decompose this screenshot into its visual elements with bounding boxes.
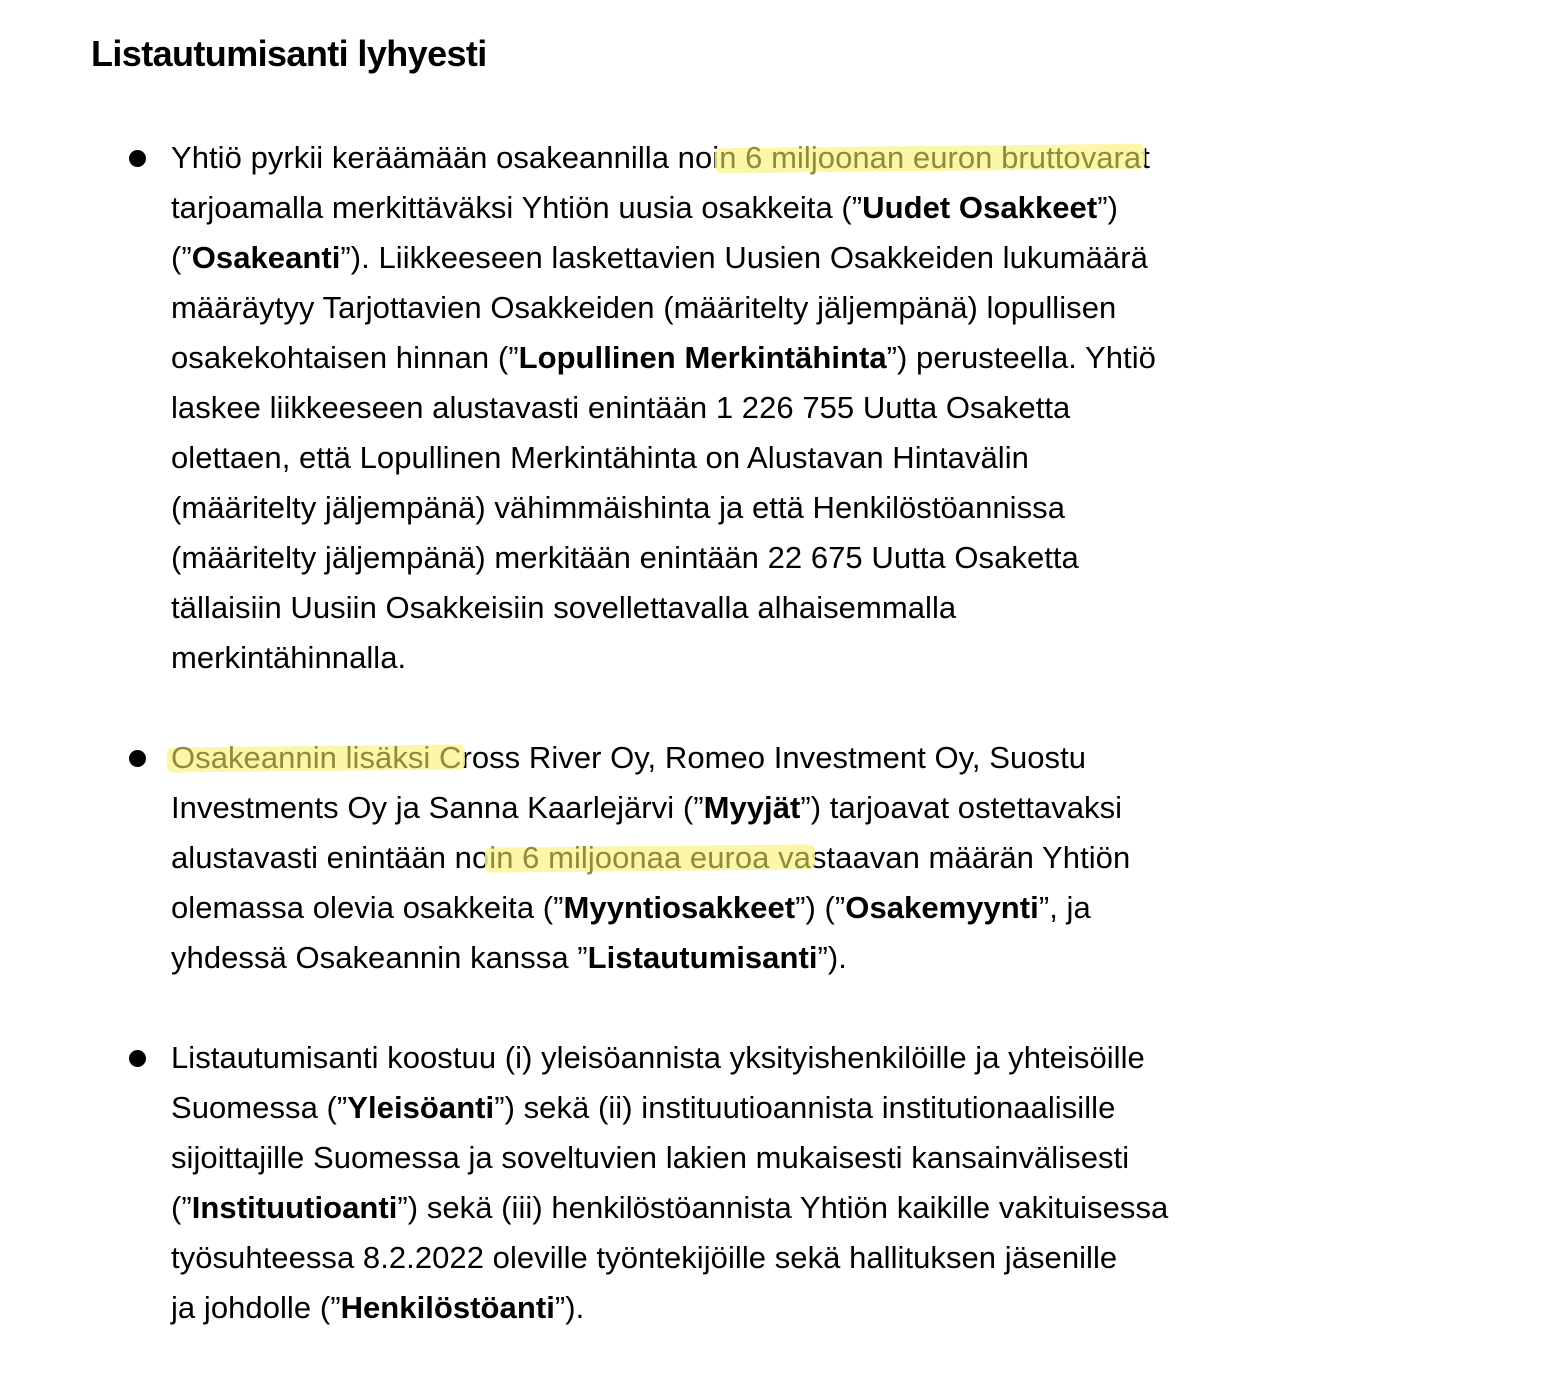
- text-line: [171, 783, 1471, 833]
- text-line: [171, 833, 1471, 883]
- highlighted-text: in 6 miljoonaa euroa va: [489, 840, 811, 875]
- text-run: Yhtiö pyrkii keräämään osakeannilla noi: [171, 140, 720, 175]
- text-run: ”).: [817, 940, 847, 975]
- text-run: merkintähinnalla.: [171, 640, 407, 675]
- bullet-icon: [129, 1050, 146, 1067]
- text-run: tällaisiin Uusiin Osakkeisiin sovellettavalla alhaisemmalla: [171, 590, 957, 625]
- text-run: olettaen, että Lopullinen Merkintähinta on Alustavan Hintavälin: [171, 440, 1029, 475]
- text-line: [171, 633, 1471, 683]
- text-run: osakekohtaisen hinnan (”: [171, 340, 519, 375]
- text-run: ”). Liikkeeseen laskettavien Uusien Osakkeiden lukumäärä: [340, 240, 1148, 275]
- highlighted-text: Osakeannin lisäksi C: [171, 740, 462, 775]
- text-run: (määritelty jäljempänä) merkitään enintään 22 675 Uutta Osaketta: [171, 540, 1079, 575]
- text-run: ”, ja: [1038, 890, 1091, 925]
- text-run: (määritelty jäljempänä) vähimmäishinta ja että Henkilöstöannissa: [171, 490, 1065, 525]
- text-run: työsuhteessa 8.2.2022 oleville työntekijöille sekä hallituksen jäsenille: [171, 1240, 1118, 1275]
- text-run: ”).: [554, 1290, 585, 1325]
- defined-term: Myyntiosakkeet: [563, 890, 796, 925]
- bullet-icon: [129, 150, 146, 167]
- text-line: [171, 533, 1471, 583]
- text-line: [171, 383, 1471, 433]
- bullet-text: [171, 133, 1471, 683]
- text-line: [171, 483, 1471, 533]
- defined-term: Henkilöstöanti: [340, 1290, 555, 1325]
- highlighted-text: n 6 miljoonan euron bruttovara: [719, 140, 1142, 175]
- text-line: [171, 883, 1471, 933]
- text-run: t: [1141, 140, 1150, 175]
- text-line: [171, 1283, 1471, 1333]
- text-run: ”) tarjoavat ostettavaksi: [800, 790, 1123, 825]
- text-run: staavan määrän Yhtiön: [810, 840, 1131, 875]
- bullet-text: [171, 733, 1471, 983]
- text-run: ”) perusteella. Yhtiö: [886, 340, 1156, 375]
- text-line: [171, 1233, 1471, 1283]
- defined-term: Lopullinen Merkintähinta: [518, 340, 887, 375]
- text-run: ”): [1097, 190, 1118, 225]
- text-run: laskee liikkeeseen alustavasti enintään 1 226 755 Uutta Osaketta: [171, 390, 1071, 425]
- defined-term: Osakemyynti: [845, 890, 1039, 925]
- text-run: tarjoamalla merkittäväksi Yhtiön uusia osakkeita (”: [171, 190, 863, 225]
- text-line: [171, 283, 1471, 333]
- text-line: [171, 433, 1471, 483]
- text-line: [171, 933, 1471, 983]
- text-run: määräytyy Tarjottavien Osakkeiden (määritelty jäljempänä) lopullisen: [171, 290, 1117, 325]
- defined-term: Instituutioanti: [191, 1190, 398, 1225]
- text-run: alustavasti enintään no: [171, 840, 490, 875]
- text-run: Suomessa (”: [171, 1090, 348, 1125]
- text-line: [171, 1033, 1471, 1083]
- text-line: [171, 583, 1471, 633]
- text-run: ”) sekä (iii) henkilöstöannista Yhtiön kaikille vakituisessa: [397, 1190, 1169, 1225]
- text-line: [171, 1083, 1471, 1133]
- text-run: ja johdolle (”: [171, 1290, 341, 1325]
- text-run: yhdessä Osakeannin kanssa ”: [171, 940, 588, 975]
- text-line: [171, 233, 1471, 283]
- text-run: Listautumisanti koostuu (i) yleisöannista yksityishenkilöille ja yhteisöille: [171, 1040, 1145, 1075]
- text-run: olemassa olevia osakkeita (”: [171, 890, 564, 925]
- bullet-icon: [129, 750, 146, 767]
- text-line: [171, 133, 1471, 183]
- text-line: [171, 1133, 1471, 1183]
- text-line: [171, 733, 1471, 783]
- text-run: ”) (”: [795, 890, 846, 925]
- defined-term: Listautumisanti: [587, 940, 818, 975]
- text-run: ross River Oy, Romeo Investment Oy, Suostu: [461, 740, 1087, 775]
- defined-term: Myyjät: [703, 790, 801, 825]
- text-run: Investments Oy ja Sanna Kaarlejärvi (”: [171, 790, 704, 825]
- text-line: [171, 1183, 1471, 1233]
- text-line: [171, 183, 1471, 233]
- text-run: (”: [171, 1190, 192, 1225]
- bullet-text: [171, 1033, 1471, 1333]
- defined-term: Osakeanti: [191, 240, 341, 275]
- text-run: sijoittajille Suomessa ja soveltuvien lakien mukaisesti kansainvälisesti: [171, 1140, 1130, 1175]
- defined-term: Yleisöanti: [347, 1090, 495, 1125]
- text-run: ”) sekä (ii) instituutioannista institutionaalisille: [494, 1090, 1116, 1125]
- defined-term: Uudet Osakkeet: [862, 190, 1098, 225]
- text-line: [171, 333, 1471, 383]
- page-title: Listautumisanti lyhyesti: [91, 33, 487, 74]
- text-run: (”: [171, 240, 192, 275]
